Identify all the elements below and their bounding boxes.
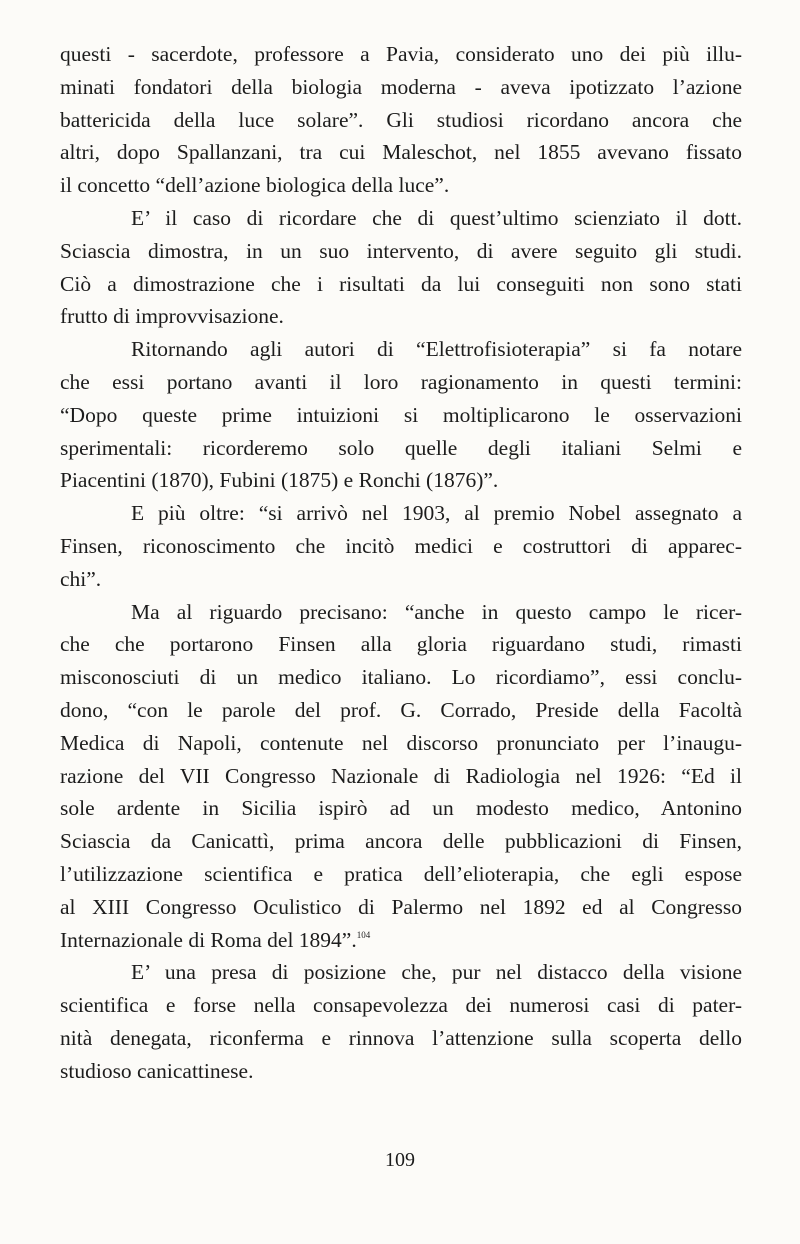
text-line: frutto di improvvisazione. bbox=[60, 304, 284, 329]
text-line: “Dopo queste prime intuizioni si moltiplicarono le osservazioni bbox=[60, 402, 742, 427]
text-line: E più oltre: “si arrivò nel 1903, al premio Nobel assegnato a bbox=[131, 501, 742, 526]
text-line: scientifica e forse nella consapevolezza dei numerosi casi di pater- bbox=[60, 993, 742, 1018]
text-line: misconosciuti di un medico italiano. Lo ricordiamo”, essi conclu- bbox=[60, 665, 742, 690]
paragraph-2 bbox=[60, 202, 742, 333]
body-text bbox=[60, 38, 742, 1088]
text-line: al XIII Congresso Oculistico di Palermo nel 1892 ed al Congresso bbox=[60, 894, 742, 919]
footnote-reference: 104 bbox=[356, 929, 371, 940]
page-number: 109 bbox=[385, 1149, 415, 1171]
text-line: Finsen, riconoscimento che incitò medici e costruttori di apparec- bbox=[60, 533, 742, 558]
text-line: Ritornando agli autori di “Elettrofisioterapia” si fa notare bbox=[131, 337, 742, 362]
text-line: battericida della luce solare”. Gli studiosi ricordano ancora che bbox=[60, 107, 742, 132]
text-line-with-footnote bbox=[60, 924, 742, 957]
text-line: nità denegata, riconferma e rinnova l’attenzione sulla scoperta dello bbox=[60, 1025, 742, 1050]
text-line: razione del VII Congresso Nazionale di Radiologia nel 1926: “Ed il bbox=[60, 763, 742, 788]
text-line: E’ il caso di ricordare che di quest’ultimo scienziato il dott. bbox=[131, 205, 742, 230]
text-line: minati fondatori della biologia moderna - aveva ipotizzato l’azione bbox=[60, 74, 742, 99]
text-line: sperimentali: ricorderemo solo quelle degli italiani Selmi e bbox=[60, 435, 742, 460]
text-line: studioso canicattinese. bbox=[60, 1058, 254, 1083]
text-line: l’utilizzazione scientifica e pratica dell’elioterapia, che egli espose bbox=[60, 861, 742, 886]
text-line: sole ardente in Sicilia ispirò ad un modesto medico, Antonino bbox=[60, 796, 742, 821]
paragraph-4 bbox=[60, 497, 742, 595]
text-line: Internazionale di Roma del 1894”. bbox=[60, 927, 357, 952]
text-line: Medica di Napoli, contenute nel discorso pronunciato per l’inaugu- bbox=[60, 730, 742, 755]
text-line: altri, dopo Spallanzani, tra cui Maleschot, nel 1855 avevano fissato bbox=[60, 140, 742, 165]
paragraph-1 bbox=[60, 38, 742, 202]
text-line: questi - sacerdote, professore a Pavia, considerato uno dei più illu- bbox=[60, 42, 742, 66]
paragraph-6 bbox=[60, 956, 742, 1087]
text-line: Sciascia da Canicattì, prima ancora delle pubblicazioni di Finsen, bbox=[60, 829, 742, 854]
text-line: Piacentini (1870), Fubini (1875) e Ronchi (1876)”. bbox=[60, 468, 499, 493]
paragraph-3 bbox=[60, 333, 742, 497]
text-line: Sciascia dimostra, in un suo intervento, di avere seguito gli studi. bbox=[60, 238, 742, 263]
text-line: E’ una presa di posizione che, pur nel distacco della visione bbox=[131, 960, 742, 985]
text-line: chi”. bbox=[60, 566, 102, 591]
text-line: dono, “con le parole del prof. G. Corrado, Preside della Facoltà bbox=[60, 697, 742, 722]
text-line: il concetto “dell’azione biologica della luce”. bbox=[60, 173, 450, 198]
text-line: che essi portano avanti il loro ragionamento in questi termini: bbox=[60, 369, 742, 394]
paragraph-5 bbox=[60, 596, 742, 957]
text-line: Ma al riguardo precisano: “anche in questo campo le ricer- bbox=[131, 599, 742, 624]
text-line: che che portarono Finsen alla gloria riguardano studi, rimasti bbox=[60, 632, 742, 657]
text-line: Ciò a dimostrazione che i risultati da lui conseguiti non sono stati bbox=[60, 271, 742, 296]
